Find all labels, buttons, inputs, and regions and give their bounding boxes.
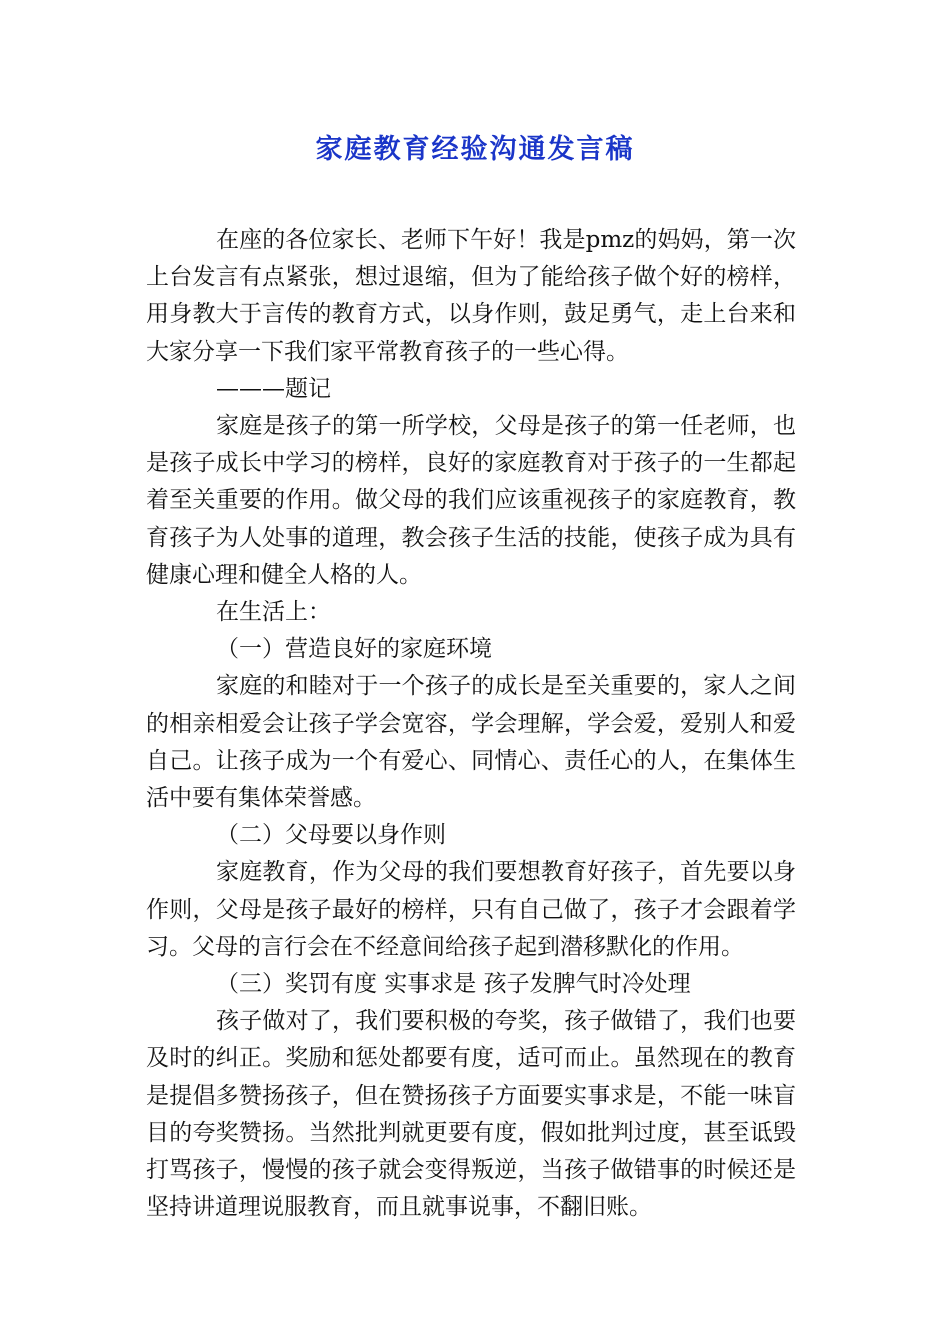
section-heading-3: （三）奖罚有度 实事求是 孩子发脾气时冷处理	[216, 971, 691, 998]
paragraph-opening: 在座的各位家长、老师下午好！我是pmz的妈妈，第一次上台发言有点紧张，想过退缩，但为了能给孩子做个好的榜样，用身教大于言传的教育方式，以身作则，鼓足勇气，走上台来和大家分享一下我们家平常教育孩子的一些心得。	[146, 227, 796, 365]
paragraph-lead-by-example: 家庭教育，作为父母的我们要想教育好孩子，首先要以身作则，父母是孩子最好的榜样，只有自己做了，孩子才会跟着学习。父母的言行会在不经意间给孩子起到潜移默化的作用。	[146, 859, 796, 960]
paragraph-family-school: 家庭是孩子的第一所学校，父母是孩子的第一任老师，也是孩子成长中学习的榜样，良好的家庭教育对于孩子的一生都起着至关重要的作用。做父母的我们应该重视孩子的家庭教育，教育孩子为人处事的道理，教会孩子生活的技能，使孩子成为具有健康心理和健全人格的人。	[146, 413, 796, 588]
section-heading-2: （二）父母要以身作则	[216, 822, 446, 849]
section-heading-1: （一）营造良好的家庭环境	[216, 636, 492, 663]
paragraph-life-heading: 在生活上：	[216, 599, 331, 626]
paragraph-epigraph: ———题记	[216, 375, 331, 402]
paragraph-reward-punishment: 孩子做对了，我们要积极的夸奖，孩子做错了，我们也要及时的纠正。奖励和惩处都要有度，适可而止。虽然现在的教育是提倡多赞扬孩子，但在赞扬孩子方面要实事求是，不能一味盲目的夸奖赞扬。当然批判就更要有度，假如批判过度，甚至诋毁打骂孩子，慢慢的孩子就会变得叛逆，当孩子做错事的时候还是坚持讲道理说服教育，而且就事说事，不翻旧账。	[146, 1008, 796, 1221]
paragraph-family-harmony: 家庭的和睦对于一个孩子的成长是至关重要的，家人之间的相亲相爱会让孩子学会宽容，学会理解，学会爱，爱别人和爱自己。让孩子成为一个有爱心、同情心、责任心的人，在集体生活中要有集体荣誉感。	[146, 673, 796, 812]
document-title: 家庭教育经验沟通发言稿	[315, 134, 635, 165]
document-body	[146, 222, 796, 1226]
